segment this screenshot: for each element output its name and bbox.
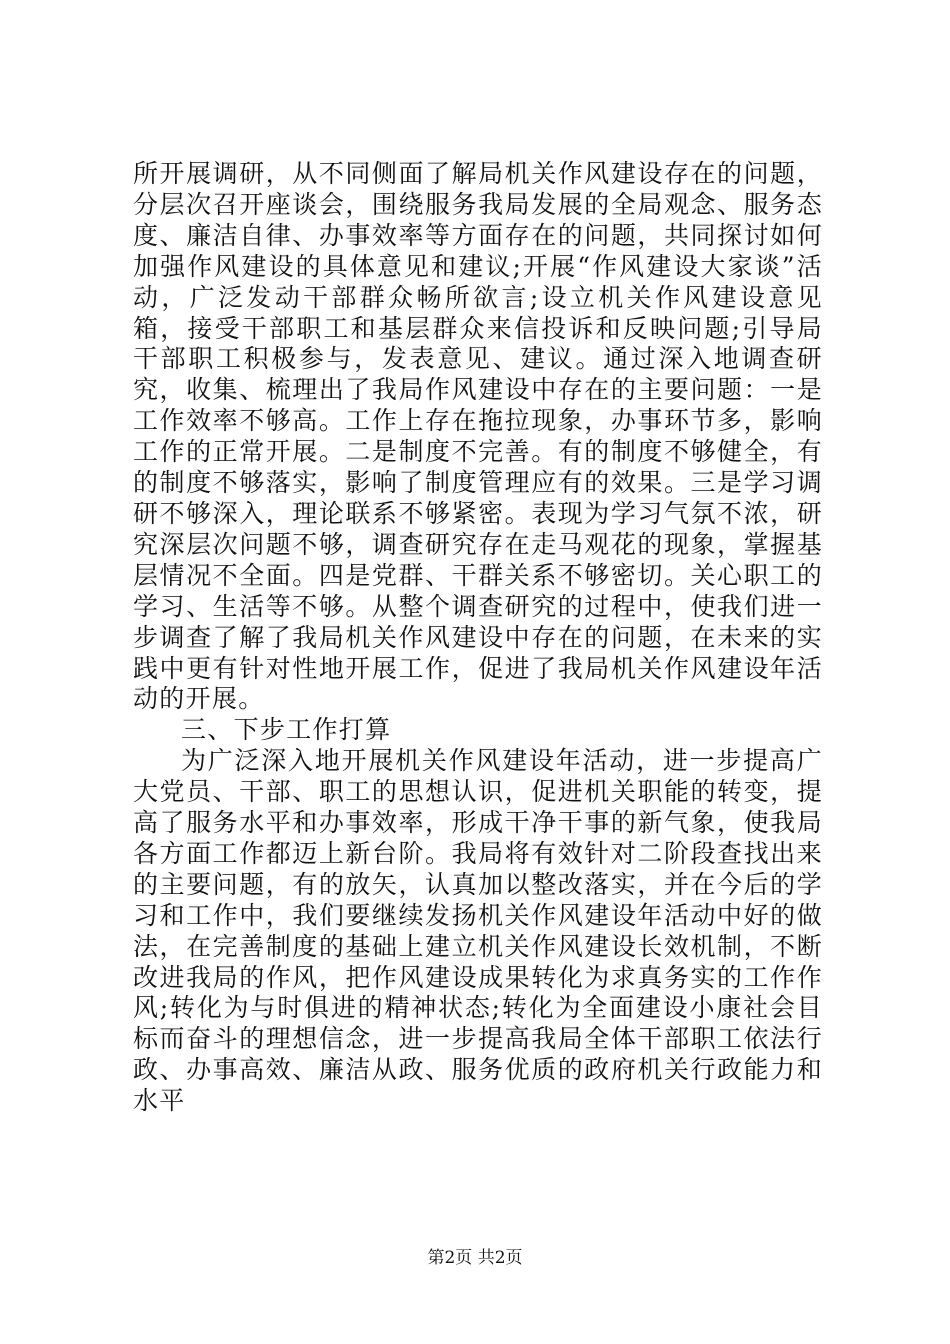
body-paragraph: 所开展调研，从不同侧面了解局机关作风建设存在的问题，分层次召开座谈会，围绕服务我局发展的全局观念、服务态度、廉洁自律、办事效率等方面存在的问题，共同探讨如何加强作风建设的具体意见和建议;开展“作风建设大家谈”活动，广泛发动干部群众畅所欲言;设立机关作风建设意见箱，接受干部职工和基层群众来信投诉和反映问题;引导局干部职工积极参与，发表意见、建议。通过深入地调查研究，收集、梳理出了我局作风建设中存在的主要问题：一是工作效率不够高。工作上存在拖拉现象，办事环节多，影响工作的正常开展。二是制度不完善。有的制度不够健全，有的制度不够落实，影响了制度管理应有的效果。三是学习调研不够深入，理论联系不够紧密。表现为学习气氛不浓，研究深层次问题不够，调查研究存在走马观花的现象，掌握基层情况不全面。四是党群、干群关系不够密切。关心职工的学习、生活等不够。从整个调查研究的过程中，使我们进一步调查了解了我局机关作风建设中存在的问题，在未来的实践中更有针对性地开展工作，促进了我局机关作风建设年活动的开展。 (133, 159, 823, 714)
page-number-footer: 第2页 共2页 (427, 1248, 523, 1268)
section-heading: 三、下步工作打算 (181, 715, 392, 745)
body-paragraph: 为广泛深入地开展机关作风建设年活动，进一步提高广大党员、干部、职工的思想认识，促进机关职能的转变，提高了服务水平和办事效率，形成干净干事的新气象，使我局各方面工作都迈上新台阶。我局将有效针对二阶段查找出来的主要问题，有的放矢，认真加以整改落实，并在今后的学习和工作中，我们要继续发扬机关作风建设年活动中好的做法，在完善制度的基础上建立机关作风建设长效机制，不断改进我局的作风，把作风建设成果转化为求真务实的工作作风;转化为与时俱进的精神状态;转化为全面建设小康社会目标而奋斗的理想信念，进一步提高我局全体干部职工依法行政、办事高效、廉洁从政、服务优质的政府机关行政能力和水平 (133, 746, 823, 1116)
document-body (133, 159, 823, 1117)
